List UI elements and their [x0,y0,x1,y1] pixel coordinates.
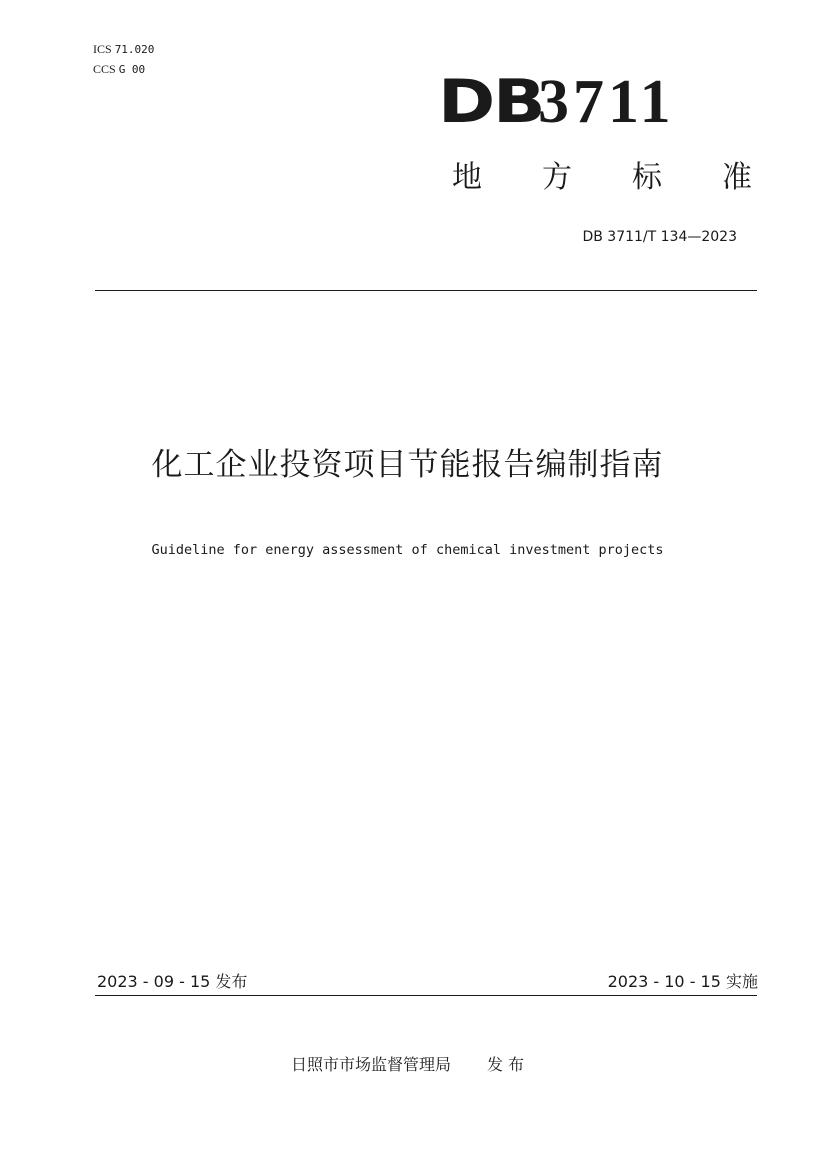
document-title-en: Guideline for energy assessment of chemical investment projects [151,542,664,558]
footer-divider [95,995,757,996]
document-title-cn: 化工企业投资项目节能报告编制指南 [151,447,664,483]
standard-kind-char: 标 [632,160,662,195]
ccs-code: G 00 [118,63,146,76]
ccs-label: CCS [93,62,116,76]
publisher-action: 发 布 [486,1055,525,1074]
release-date: 2023 - 09 - 15 发布 [97,972,248,991]
db-logo-mark: DB [438,67,544,137]
db-logo [438,67,675,137]
standard-kind-char: 地 [452,160,482,195]
ics-line [93,42,154,57]
publisher-line [0,1055,815,1075]
standard-kind-char: 准 [722,160,752,195]
effective-date: 2023 - 10 - 15 实施 [607,972,758,991]
publisher-name: 日照市市场监督管理局 [290,1055,451,1074]
ics-code: 71.020 [114,43,155,56]
standard-number: DB 3711/T 134—2023 [582,229,737,245]
ics-label: ICS [93,42,112,56]
standard-kind-char: 方 [542,160,572,195]
ccs-line [93,62,145,77]
standard-kind [452,160,752,196]
db-logo-number: 3711 [538,68,675,136]
header-divider [95,290,757,291]
